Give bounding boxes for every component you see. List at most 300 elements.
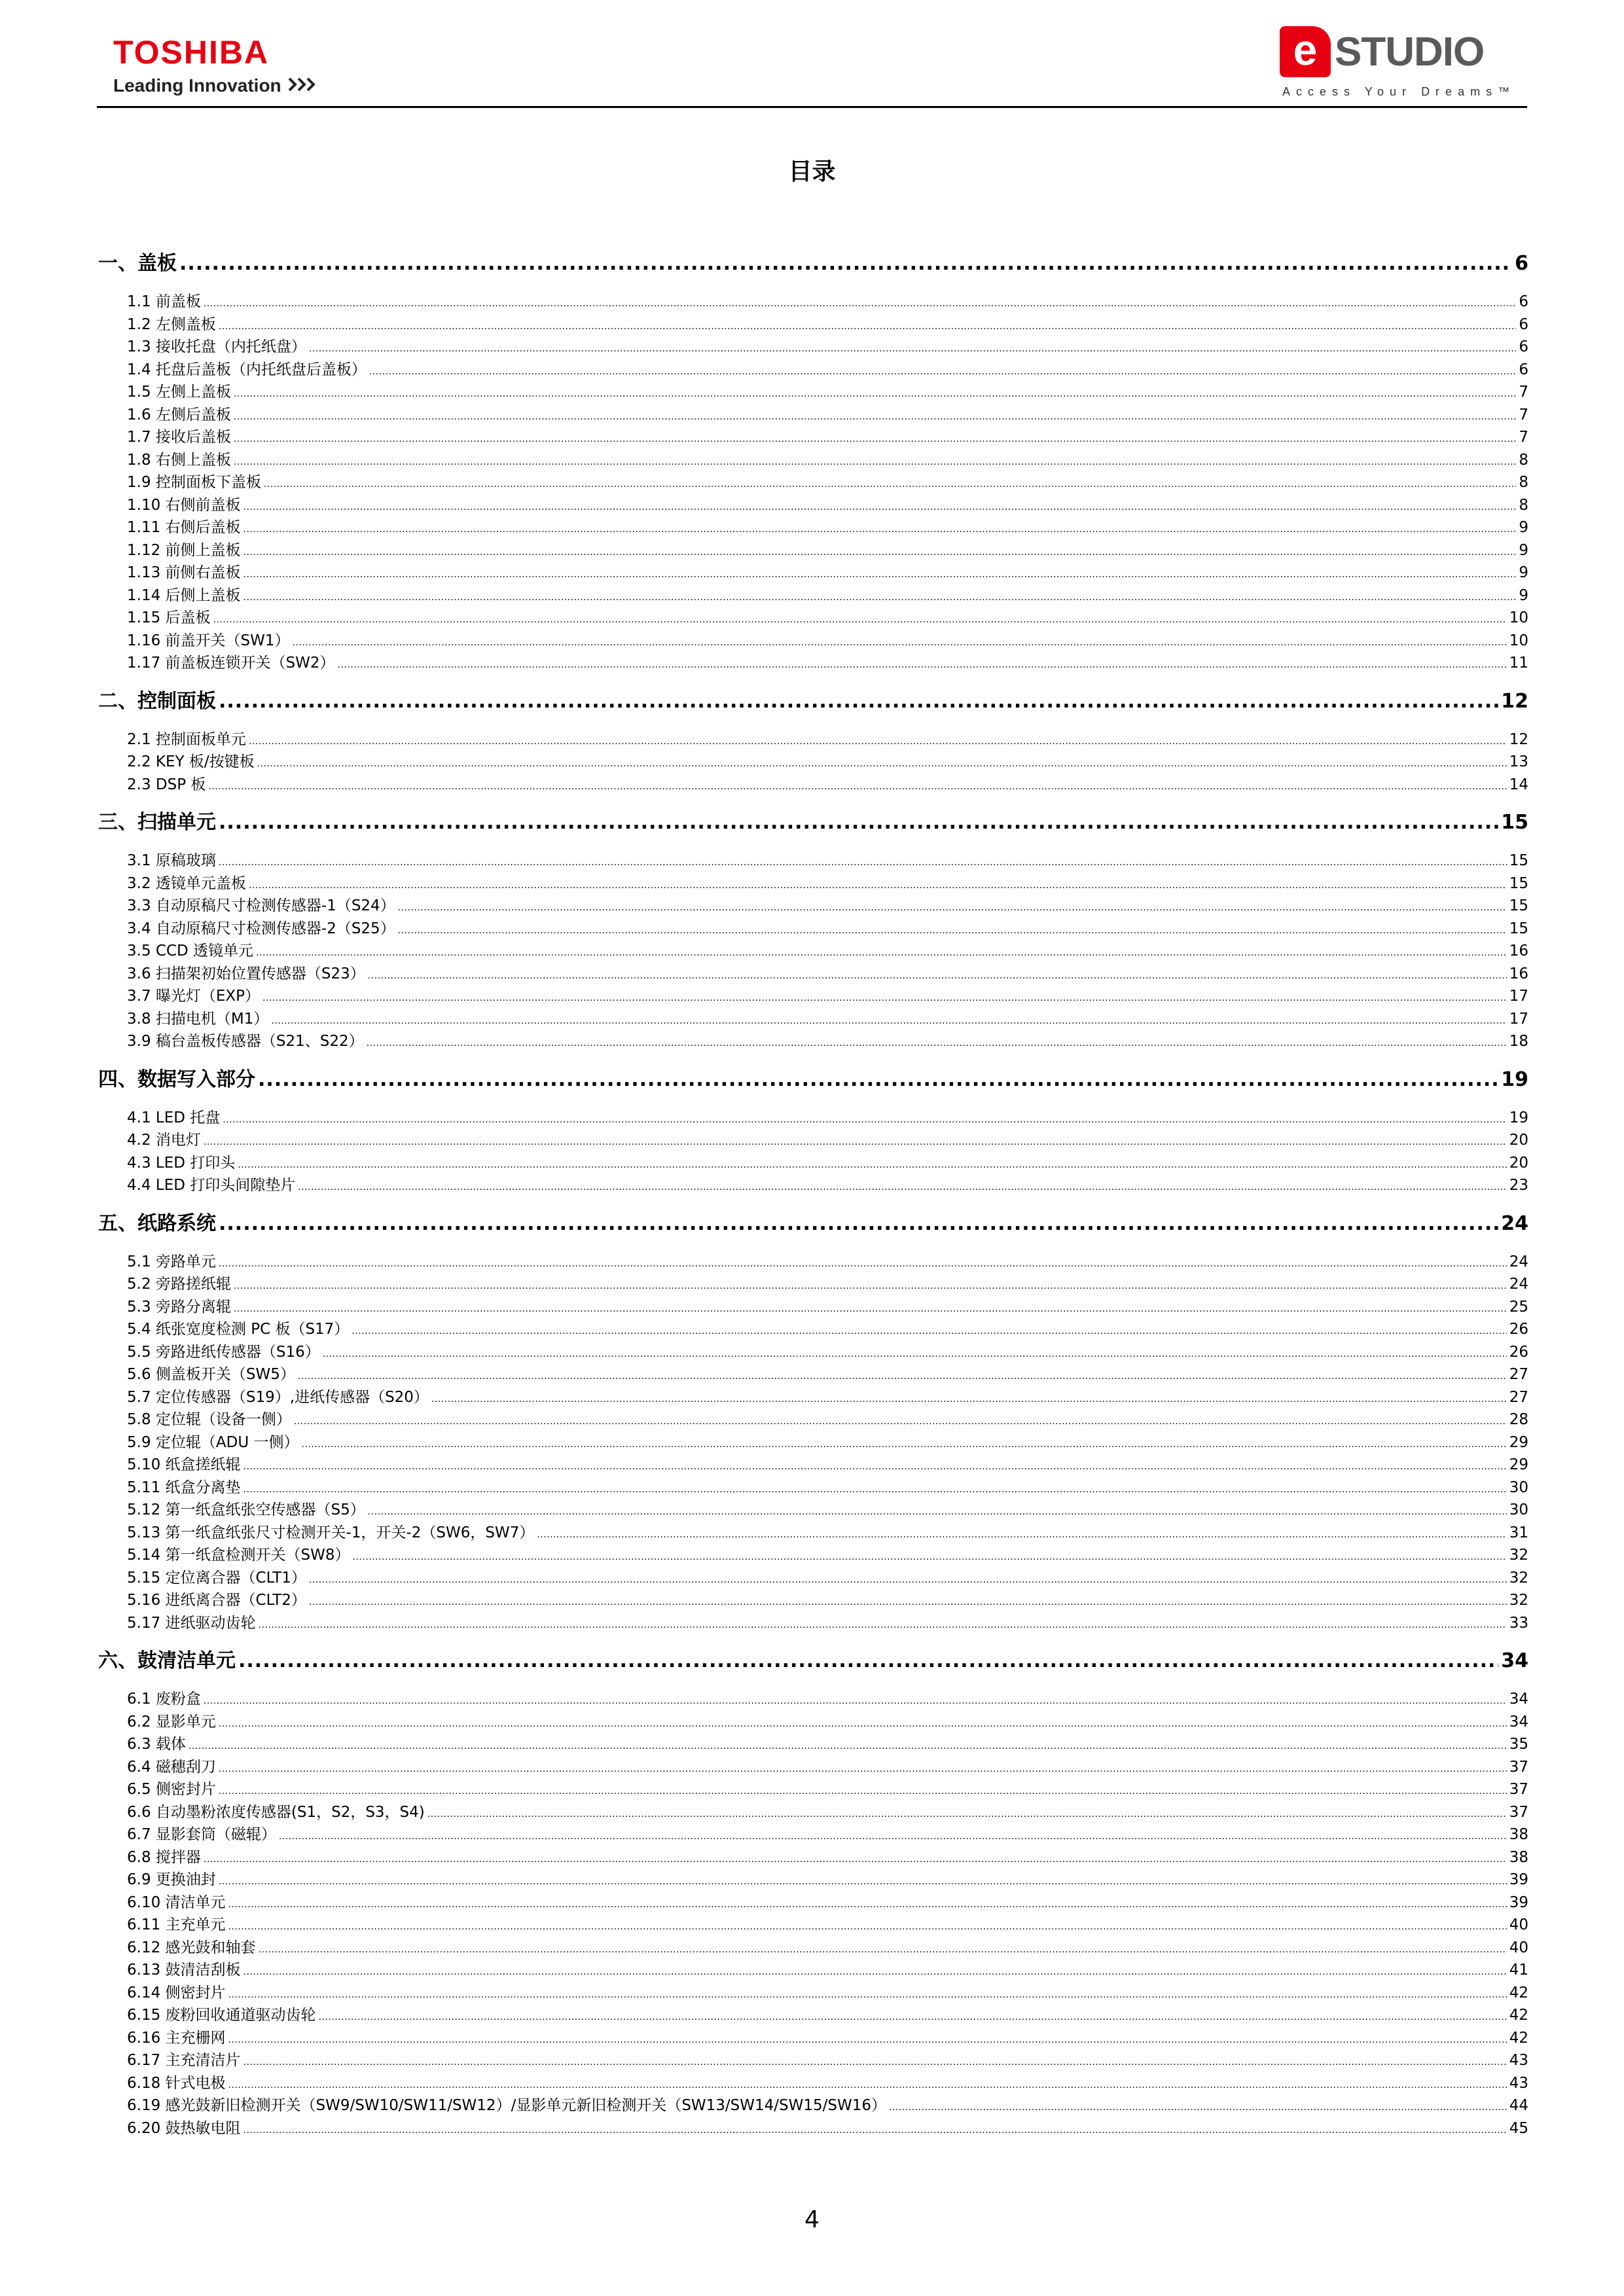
toc-leader-dots [228, 1984, 1507, 2007]
toc-entry[interactable] [98, 1363, 1528, 1386]
toc-entry-label: 6.19 感光鼓新旧检测开关（SW9/SW10/SW11/SW12）/显影单元新旧检测开关（SW13/SW14/SW15/SW16） [127, 2097, 886, 2114]
toshiba-logo [113, 34, 317, 97]
toc-entry-page: 29 [1509, 1433, 1528, 1451]
toc-section [98, 796, 1528, 1053]
toc-leader-dots [228, 2074, 1507, 2097]
toc-entry-page: 30 [1509, 1479, 1528, 1496]
toc-entry-page: 15 [1509, 920, 1528, 937]
toc-leader-dots [279, 1825, 1507, 1848]
toc-entry[interactable] [98, 1174, 1528, 1197]
table-of-contents [98, 250, 1528, 2140]
toc-leader-dots [234, 428, 1516, 451]
toc-entry-page: 30 [1509, 1501, 1528, 1518]
toc-section [98, 675, 1528, 797]
toc-heading[interactable] [98, 1647, 1528, 1675]
toc-entry[interactable] [98, 2072, 1528, 2095]
toc-entry-label: 1.14 后侧上盖板 [127, 586, 241, 604]
toc-leader-dots [889, 2096, 1507, 2119]
toc-entry-label: 4.3 LED 打印头 [127, 1154, 236, 1172]
toc-entry[interactable] [98, 1318, 1528, 1341]
toc-entry[interactable] [98, 1914, 1528, 1937]
toc-entry-label: 5.14 第一纸盒检测开关（SW8） [127, 1547, 350, 1564]
toc-entry-label: 5.11 纸盒分离垫 [127, 1479, 241, 1496]
toc-entry-label: 5.8 定位辊（设备一侧） [127, 1411, 291, 1428]
toc-entry[interactable] [98, 1408, 1528, 1431]
toc-leader-dots [244, 2051, 1507, 2074]
toc-leader-dots [238, 1647, 1498, 1675]
toc-entry-page: 9 [1519, 541, 1528, 559]
toc-entry-page: 42 [1509, 1984, 1528, 2001]
toc-entry-label: 3.6 扫描架初始位置传感器（S23） [127, 965, 365, 982]
toc-entry[interactable] [98, 516, 1528, 539]
toc-entry-label: 3.1 原稿玻璃 [127, 852, 216, 869]
toc-entry[interactable] [98, 918, 1528, 941]
toc-leader-dots [294, 1410, 1507, 1433]
toc-entry[interactable] [98, 1982, 1528, 2005]
toc-entry-label: 2.3 DSP 板 [127, 776, 206, 793]
toc-leader-dots [309, 338, 1516, 361]
toc-entry-label: 1.6 左侧后盖板 [127, 406, 231, 423]
toc-heading-label: 四、数据写入部分 [98, 1067, 255, 1091]
toc-entry-page: 38 [1509, 1848, 1528, 1866]
toc-entry-label: 5.15 定位离合器（CLT1） [127, 1569, 306, 1587]
toc-entry[interactable] [98, 1522, 1528, 1545]
toc-entry-label: 6.11 主充单元 [127, 1916, 226, 1933]
toc-entry[interactable] [98, 1612, 1528, 1635]
toc-leader-dots [293, 632, 1507, 655]
toc-heading[interactable] [98, 1210, 1528, 1238]
toc-leader-dots [262, 987, 1507, 1010]
toc-entry-page: 9 [1519, 586, 1528, 604]
brand-slogan: Leading Innovation [113, 75, 281, 96]
toc-leader-dots [368, 1501, 1507, 1524]
toc-entry-page: 32 [1509, 1569, 1528, 1587]
toc-leader-dots [219, 315, 1516, 338]
toc-entry[interactable] [98, 1778, 1528, 1801]
estudio-name: STUDIO [1335, 29, 1485, 75]
toc-heading-label: 三、扫描单元 [98, 811, 216, 834]
toc-heading-page: 34 [1501, 1649, 1528, 1672]
toc-entry-label: 5.1 旁路单元 [127, 1253, 216, 1270]
toc-entry[interactable] [98, 584, 1528, 607]
toc-entry[interactable] [98, 1937, 1528, 1960]
toc-entry[interactable] [98, 1251, 1528, 1274]
toc-leader-dots [219, 1871, 1507, 1893]
toc-entry-label: 1.8 右侧上盖板 [127, 451, 231, 469]
toc-leader-dots [431, 1388, 1507, 1411]
toc-leader-dots [244, 496, 1517, 519]
toc-entry[interactable] [98, 291, 1528, 314]
toc-entry[interactable] [98, 1567, 1528, 1590]
estudio-prefix: e [1293, 26, 1318, 74]
page-number: 4 [804, 2206, 820, 2233]
toc-entry-label: 6.5 侧密封片 [127, 1781, 216, 1798]
toc-entry-page: 18 [1509, 1033, 1528, 1050]
toc-leader-dots [259, 1939, 1507, 1962]
toc-leader-dots [249, 730, 1507, 753]
toc-leader-dots [208, 776, 1506, 798]
toc-heading-label: 一、盖板 [98, 252, 177, 275]
toc-entry-page: 44 [1509, 2097, 1528, 2114]
toc-entry[interactable] [98, 426, 1528, 449]
toc-leader-dots [228, 2029, 1507, 2052]
toc-heading-page: 19 [1501, 1067, 1528, 1091]
toc-entry[interactable] [98, 1733, 1528, 1756]
toc-leader-dots [244, 518, 1517, 541]
toc-entry-page: 25 [1509, 1298, 1528, 1316]
toc-leader-dots [301, 1433, 1506, 1456]
toc-entry-label: 3.8 扫描电机（M1） [127, 1010, 269, 1028]
toc-entry[interactable] [98, 336, 1528, 359]
toc-leader-dots [298, 1365, 1507, 1388]
brand-name: TOSHIBA [113, 34, 270, 71]
toc-leader-dots [309, 1569, 1507, 1592]
toc-entry[interactable] [98, 1846, 1528, 1869]
toc-entry-page: 28 [1509, 1411, 1528, 1428]
toc-section [98, 250, 1528, 675]
toc-entry-label: 5.5 旁路进纸传感器（S16） [127, 1343, 320, 1361]
toc-leader-dots [319, 2006, 1507, 2029]
toc-entry-page: 7 [1519, 429, 1528, 446]
toc-entry-label: 6.9 更换油封 [127, 1871, 216, 1888]
toc-leader-dots [179, 250, 1512, 278]
estudio-tagline: Access Your Dreams™ [1282, 85, 1516, 98]
toc-leader-dots [204, 1690, 1507, 1713]
toc-leader-dots [244, 564, 1517, 586]
toc-entry[interactable] [98, 562, 1528, 584]
toc-entry[interactable] [98, 1341, 1528, 1364]
toc-entry[interactable] [98, 1801, 1528, 1824]
page-title: 目录 [788, 158, 836, 185]
toc-entry-page: 34 [1509, 1713, 1528, 1731]
toc-entry[interactable] [98, 774, 1528, 797]
toc-leader-dots [219, 1713, 1507, 1736]
toc-leader-dots [244, 541, 1517, 564]
toc-leader-dots [367, 1032, 1507, 1055]
toc-entry-page: 10 [1509, 609, 1528, 626]
toc-entry-label: 6.17 主充清洁片 [127, 2052, 241, 2069]
toc-entry-page: 26 [1509, 1343, 1528, 1361]
toc-leader-dots [244, 1479, 1507, 1501]
toc-entry-label: 4.2 消电灯 [127, 1132, 201, 1149]
toc-entry-page: 20 [1509, 1154, 1528, 1172]
toc-entry-label: 1.13 前侧右盖板 [127, 564, 241, 581]
toc-entry-label: 6.10 清洁单元 [127, 1893, 226, 1911]
toc-entry-label: 6.13 鼓清洁刮板 [127, 1962, 241, 1979]
toc-leader-dots [234, 383, 1516, 406]
toc-entry-page: 8 [1519, 496, 1528, 514]
toc-entry-page: 10 [1509, 632, 1528, 649]
toc-entry[interactable] [98, 1129, 1528, 1152]
toc-entry-label: 6.20 鼓热敏电阻 [127, 2119, 241, 2137]
toc-entry-page: 6 [1519, 293, 1528, 310]
toc-entry[interactable] [98, 494, 1528, 517]
toc-leader-dots [398, 897, 1507, 920]
toc-entry-label: 3.4 自动原稿尺寸检测传感器-2（S25） [127, 920, 395, 937]
toc-entry[interactable] [98, 963, 1528, 986]
toc-entry-label: 1.11 右侧后盖板 [127, 519, 241, 536]
toc-entry[interactable] [98, 1711, 1528, 1734]
toc-entry[interactable] [98, 2117, 1528, 2140]
toc-entry-page: 27 [1509, 1366, 1528, 1383]
toc-entry-label: 1.17 前盖板连锁开关（SW2） [127, 655, 335, 672]
toc-entry-page: 38 [1509, 1826, 1528, 1843]
toc-leader-dots [427, 1803, 1507, 1826]
toc-entry[interactable] [98, 1869, 1528, 1892]
toc-entry-page: 16 [1509, 942, 1528, 960]
toc-entry[interactable] [98, 1756, 1528, 1779]
toc-entry[interactable] [98, 895, 1528, 918]
toc-leader-dots [219, 1758, 1507, 1781]
toc-entry-page: 13 [1509, 753, 1528, 770]
toc-entry[interactable] [98, 940, 1528, 963]
toc-entry[interactable] [98, 1823, 1528, 1846]
toc-leader-dots [219, 809, 1498, 836]
toc-heading-page: 24 [1501, 1211, 1528, 1235]
toc-entry-label: 4.1 LED 托盘 [127, 1109, 221, 1126]
toc-entry-label: 6.18 针式电极 [127, 2074, 226, 2092]
toc-entry-label: 5.4 纸张宽度检测 PC 板（S17） [127, 1321, 350, 1338]
toc-entry-label: 6.15 废粉回收通道驱动齿轮 [127, 2007, 316, 2024]
toc-entry-page: 29 [1509, 1456, 1528, 1473]
toc-entry-page: 17 [1509, 988, 1528, 1005]
toc-entry-label: 3.7 曝光灯（EXP） [127, 988, 261, 1005]
toc-leader-dots [223, 1109, 1506, 1132]
toc-entry-label: 5.2 旁路搓纸辊 [127, 1276, 231, 1293]
toc-entry[interactable] [98, 1477, 1528, 1499]
toc-entry[interactable] [98, 2049, 1528, 2072]
toc-entry[interactable] [98, 2027, 1528, 2050]
toc-entry-page: 15 [1509, 852, 1528, 869]
toc-leader-dots [234, 1298, 1507, 1321]
toc-leader-dots [244, 1456, 1507, 1479]
toc-entry-page: 37 [1509, 1758, 1528, 1776]
toc-entry-label: 6.12 感光鼓和轴套 [127, 1939, 256, 1956]
toc-entry-label: 5.7 定位传感器（S19）,进纸传感器（S20） [127, 1388, 429, 1406]
toc-entry-label: 1.10 右侧前盖板 [127, 496, 241, 514]
toc-entry[interactable] [98, 1107, 1528, 1130]
toc-heading-label: 二、控制面板 [98, 689, 216, 713]
toc-leader-dots [249, 874, 1507, 897]
toc-entry-page: 35 [1509, 1736, 1528, 1753]
toc-entry-label: 5.3 旁路分离辊 [127, 1298, 231, 1316]
toc-entry[interactable] [98, 539, 1528, 562]
toc-entry[interactable] [98, 728, 1528, 751]
toc-entry-page: 39 [1509, 1893, 1528, 1911]
toc-entry-page: 19 [1509, 1109, 1528, 1126]
toc-entry-label: 5.10 纸盒搓纸辊 [127, 1456, 241, 1473]
toc-entry-page: 15 [1509, 874, 1528, 892]
toc-entry-page: 7 [1519, 406, 1528, 423]
toc-entry-page: 14 [1509, 776, 1528, 793]
toc-leader-dots [219, 1253, 1507, 1276]
toc-entry[interactable] [98, 1959, 1528, 1982]
toc-heading[interactable] [98, 250, 1528, 278]
toc-entry-label: 1.2 左侧盖板 [127, 315, 216, 333]
toc-entry[interactable] [98, 2004, 1528, 2027]
toc-leader-dots [244, 2119, 1507, 2142]
toc-entry[interactable] [98, 1892, 1528, 1914]
toc-entry-label: 5.9 定位辊（ADU 一侧） [127, 1433, 299, 1451]
toc-entry-page: 23 [1509, 1177, 1528, 1194]
toc-entry[interactable] [98, 1589, 1528, 1612]
toc-heading-label: 五、纸路系统 [98, 1211, 216, 1235]
toc-entry-label: 1.9 控制面板下盖板 [127, 474, 261, 491]
toc-entry[interactable] [98, 751, 1528, 774]
toc-leader-dots [368, 965, 1507, 988]
toc-leader-dots [244, 1961, 1507, 1984]
toc-leader-dots [219, 1210, 1498, 1238]
toc-entry-label: 6.1 废粉盒 [127, 1691, 201, 1708]
toc-entry-label: 2.1 控制面板单元 [127, 730, 246, 748]
toc-leader-dots [256, 942, 1507, 965]
toc-leader-dots [219, 688, 1498, 715]
toc-leader-dots [369, 361, 1516, 384]
toc-leader-dots [264, 473, 1516, 496]
toc-entry-label: 6.8 搅拌器 [127, 1848, 201, 1866]
toc-entry-page: 45 [1509, 2119, 1528, 2137]
toc-leader-dots [323, 1343, 1507, 1366]
toc-leader-dots [309, 1591, 1507, 1614]
toc-leader-dots [258, 1066, 1498, 1094]
chevron-arrows-icon [288, 75, 317, 97]
toc-entry-label: 4.4 LED 打印头间隙垫片 [127, 1177, 296, 1194]
toc-leader-dots [204, 1131, 1507, 1154]
toc-entry-label: 6.14 侧密封片 [127, 1984, 226, 2001]
toc-entry-page: 32 [1509, 1592, 1528, 1609]
toc-entry[interactable] [98, 652, 1528, 675]
toc-leader-dots [257, 753, 1507, 776]
toc-entry-page: 11 [1509, 655, 1528, 672]
toc-entry[interactable] [98, 607, 1528, 630]
toc-entry-page: 42 [1509, 2029, 1528, 2047]
toc-entry-label: 1.7 接收后盖板 [127, 429, 231, 446]
brand-slogan-row [113, 75, 317, 97]
toc-entry[interactable] [98, 1544, 1528, 1567]
toc-leader-dots [398, 920, 1507, 942]
toc-entry-label: 5.12 第一纸盒纸张空传感器（S5） [127, 1501, 365, 1518]
toc-entry-page: 40 [1509, 1916, 1528, 1933]
toc-entry-page: 40 [1509, 1939, 1528, 1956]
toc-entry-label: 1.3 接收托盘（内托纸盘） [127, 338, 306, 355]
toc-leader-dots [234, 1275, 1507, 1298]
toc-entry-label: 6.7 显影套筒（磁辊） [127, 1826, 276, 1843]
toc-leader-dots [228, 1916, 1507, 1939]
toc-entry[interactable] [98, 850, 1528, 872]
toc-entry[interactable] [98, 1152, 1528, 1175]
toc-entry[interactable] [98, 1431, 1528, 1454]
toc-entry-label: 3.2 透镜单元盖板 [127, 874, 246, 892]
toc-entry-label: 6.6 自动墨粉浓度传感器(S1，S2，S3，S4) [127, 1803, 425, 1821]
toc-entry-page: 32 [1509, 1547, 1528, 1564]
toc-entry-label: 5.17 进纸驱动齿轮 [127, 1614, 256, 1632]
toc-entry[interactable] [98, 630, 1528, 653]
toc-entry[interactable] [98, 872, 1528, 895]
toc-entry-label: 1.5 左侧上盖板 [127, 384, 231, 401]
toc-entry-page: 9 [1519, 519, 1528, 536]
toc-entry[interactable] [98, 985, 1528, 1008]
toc-entry-label: 1.15 后盖板 [127, 609, 211, 626]
toc-entry[interactable] [98, 1030, 1528, 1053]
toc-heading-label: 六、鼓清洁单元 [98, 1649, 236, 1672]
toc-leader-dots [244, 586, 1517, 609]
toc-entry[interactable] [98, 2094, 1528, 2117]
toc-heading[interactable] [98, 1066, 1528, 1094]
toc-leader-dots [228, 1893, 1507, 1916]
toc-entry[interactable] [98, 1386, 1528, 1409]
toc-leader-dots [219, 852, 1507, 874]
toc-entry[interactable] [98, 314, 1528, 336]
toc-leader-dots [353, 1546, 1507, 1569]
toc-entry[interactable] [98, 1454, 1528, 1477]
toc-entry-label: 1.12 前侧上盖板 [127, 541, 241, 559]
toc-entry-page: 24 [1509, 1276, 1528, 1293]
toc-entry-page: 16 [1509, 965, 1528, 982]
toc-entry-page: 31 [1509, 1524, 1528, 1541]
toc-entry-page: 41 [1509, 1962, 1528, 1979]
toc-entry-page: 6 [1519, 361, 1528, 378]
toc-entry-page: 42 [1509, 2007, 1528, 2024]
toc-entry-label: 3.5 CCD 透镜单元 [127, 942, 254, 960]
toc-leader-dots [352, 1320, 1506, 1343]
toc-entry[interactable] [98, 1296, 1528, 1319]
toc-entry[interactable] [98, 1008, 1528, 1031]
toc-entry[interactable] [98, 1688, 1528, 1711]
toc-entry-page: 17 [1509, 1010, 1528, 1028]
toc-entry-page: 6 [1519, 315, 1528, 333]
toc-heading[interactable] [98, 809, 1528, 836]
toc-entry[interactable] [98, 1499, 1528, 1522]
toc-entry[interactable] [98, 471, 1528, 494]
toc-leader-dots [204, 1848, 1507, 1871]
toc-entry[interactable] [98, 404, 1528, 427]
toc-leader-dots [298, 1176, 1506, 1199]
toc-entry-label: 1.16 前盖开关（SW1） [127, 632, 290, 649]
toc-leader-dots [234, 406, 1516, 429]
toc-leader-dots [338, 654, 1507, 677]
toc-section [98, 1197, 1528, 1635]
toc-entry-page: 20 [1509, 1132, 1528, 1149]
toc-heading-page: 6 [1515, 252, 1528, 275]
toc-entry[interactable] [98, 1273, 1528, 1296]
toc-heading-page: 12 [1501, 689, 1528, 713]
toc-leader-dots [219, 1780, 1507, 1803]
toc-entry-page: 12 [1509, 730, 1528, 748]
toc-entry-page: 24 [1509, 1253, 1528, 1270]
toc-entry-page: 27 [1509, 1388, 1528, 1406]
toc-entry-page: 9 [1519, 564, 1528, 581]
toc-entry-label: 5.16 进纸离合器（CLT2） [127, 1592, 306, 1609]
toc-leader-dots [271, 1010, 1506, 1033]
toc-entry-label: 5.13 第一纸盒纸张尺寸检测开关-1，开关-2（SW6，SW7） [127, 1524, 535, 1541]
toc-entry-page: 8 [1519, 474, 1528, 491]
toc-entry-page: 43 [1509, 2052, 1528, 2069]
page-header [0, 0, 1624, 111]
toc-leader-dots [189, 1735, 1507, 1758]
toc-entry[interactable] [98, 381, 1528, 404]
estudio-logo [1280, 26, 1515, 105]
toc-entry-page: 37 [1509, 1781, 1528, 1798]
toc-heading[interactable] [98, 688, 1528, 715]
toc-entry-page: 34 [1509, 1691, 1528, 1708]
toc-leader-dots [238, 1154, 1506, 1177]
toc-entry[interactable] [98, 359, 1528, 382]
toc-entry-label: 1.1 前盖板 [127, 293, 201, 310]
toc-entry[interactable] [98, 449, 1528, 472]
toc-entry-page: 8 [1519, 451, 1528, 469]
toc-entry-page: 43 [1509, 2074, 1528, 2092]
toc-entry-page: 37 [1509, 1803, 1528, 1821]
